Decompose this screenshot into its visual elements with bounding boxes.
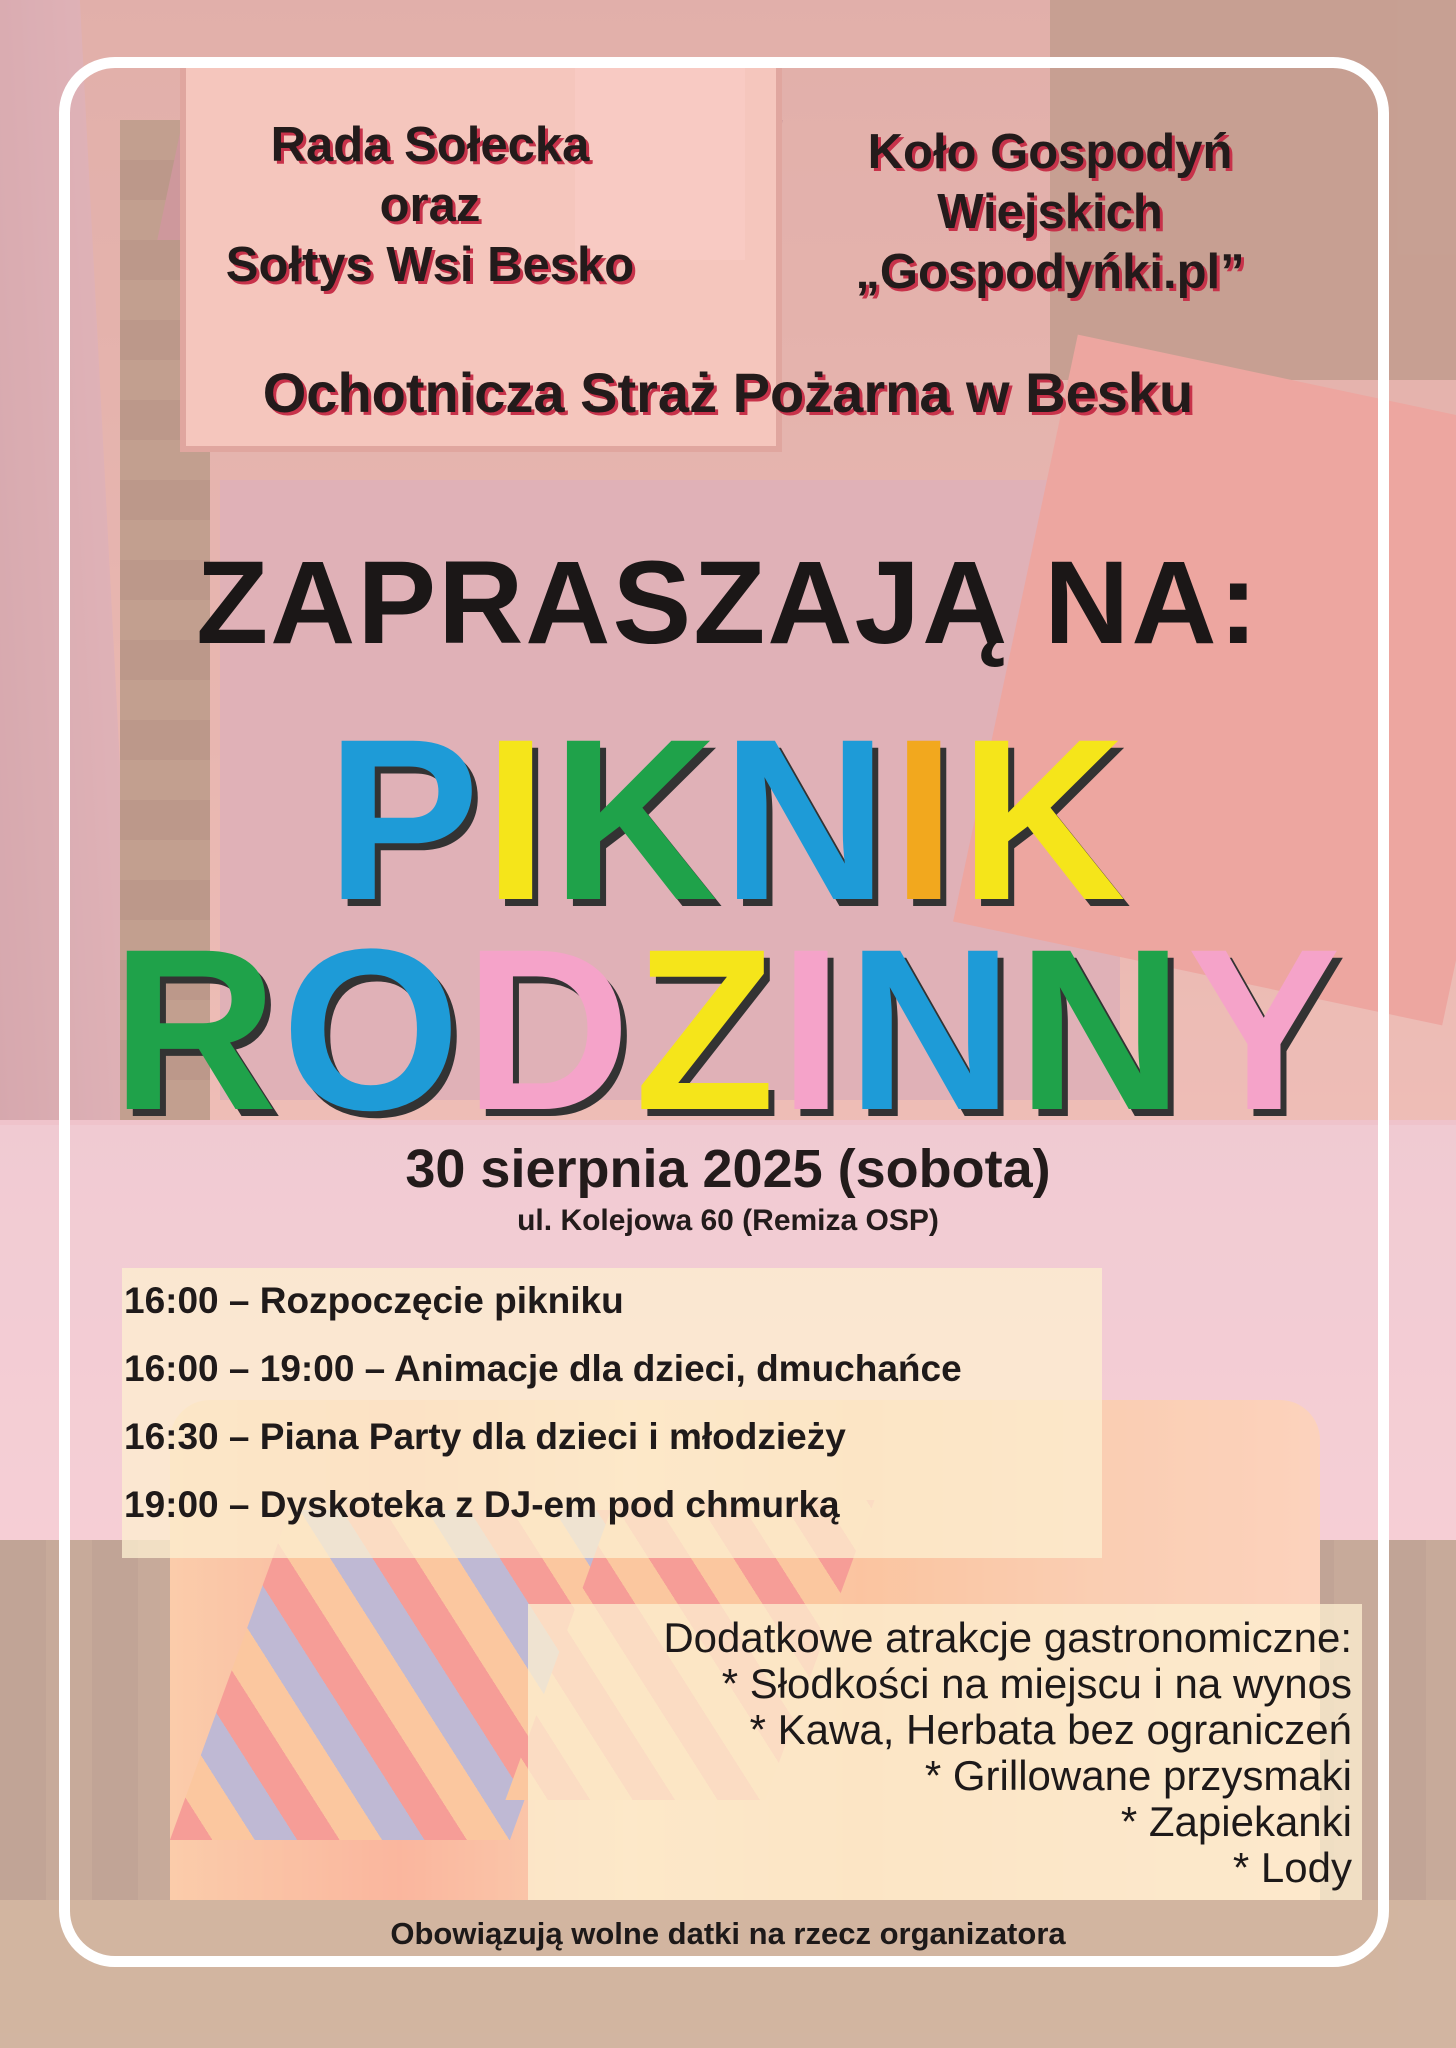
title-letter: K — [959, 691, 1130, 948]
title-letter: P — [326, 691, 484, 948]
title-letter: I — [779, 901, 847, 1158]
invite-heading: ZAPRASZAJĄ NA: — [196, 537, 1260, 669]
organizer-right-line: Wiejskich — [937, 185, 1163, 239]
event-address: ul. Kolejowa 60 (Remiza OSP) — [517, 1204, 939, 1237]
title-letter: Y — [1187, 901, 1345, 1158]
event-title-line-2 — [60, 901, 1396, 1158]
extras-item: * Grillowane przysmaki — [924, 1752, 1352, 1799]
schedule-item: 16:00 – Rozpoczęcie pikniku — [124, 1280, 624, 1321]
schedule-item: 16:30 – Piana Party dla dzieci i młodzieży — [124, 1416, 846, 1457]
title-letter: D — [464, 901, 635, 1158]
schedule-item: 19:00 – Dyskoteka z DJ-em pod chmurką — [124, 1484, 840, 1525]
title-letter: N — [846, 901, 1018, 1158]
extras-title: Dodatkowe atrakcje gastronomiczne: — [663, 1614, 1352, 1661]
title-letter: R — [111, 901, 282, 1158]
title-letter: O — [281, 901, 465, 1158]
schedule-item: 16:00 – 19:00 – Animacje dla dzieci, dmuchańce — [124, 1348, 962, 1389]
extras-item: * Lody — [1232, 1844, 1352, 1891]
title-letter: N — [721, 691, 892, 948]
extras-panel — [528, 1604, 1362, 1900]
extras-item: * Zapiekanki — [1120, 1798, 1352, 1845]
extras-item: * Kawa, Herbata bez ograniczeń — [749, 1706, 1352, 1753]
schedule-panel — [122, 1268, 1102, 1558]
title-letter: I — [483, 691, 552, 948]
organizer-right-line: Koło Gospodyń — [867, 125, 1233, 179]
organizer-left — [150, 115, 710, 295]
event-date: 30 sierpnia 2025 (sobota) — [405, 1139, 1051, 1199]
organizer-right-line: „Gospodyńki.pl” — [855, 245, 1245, 299]
title-letter: Z — [634, 901, 780, 1158]
title-letter: K — [551, 691, 722, 948]
extras-item: * Słodkości na miejscu i na wynos — [721, 1660, 1352, 1707]
organizer-left-line: Sołtys Wsi Besko — [225, 238, 635, 292]
organizer-left-line: Rada Sołecka — [270, 118, 590, 172]
organizer-right — [770, 122, 1330, 302]
fire-brigade-name: Ochotnicza Straż Pożarna w Besku — [262, 361, 1194, 424]
title-letter: N — [1017, 901, 1188, 1158]
title-letter: I — [891, 691, 960, 948]
organizer-left-line: oraz — [379, 178, 481, 232]
donation-note: Obowiązują wolne datki na rzecz organizatora — [390, 1916, 1066, 1951]
